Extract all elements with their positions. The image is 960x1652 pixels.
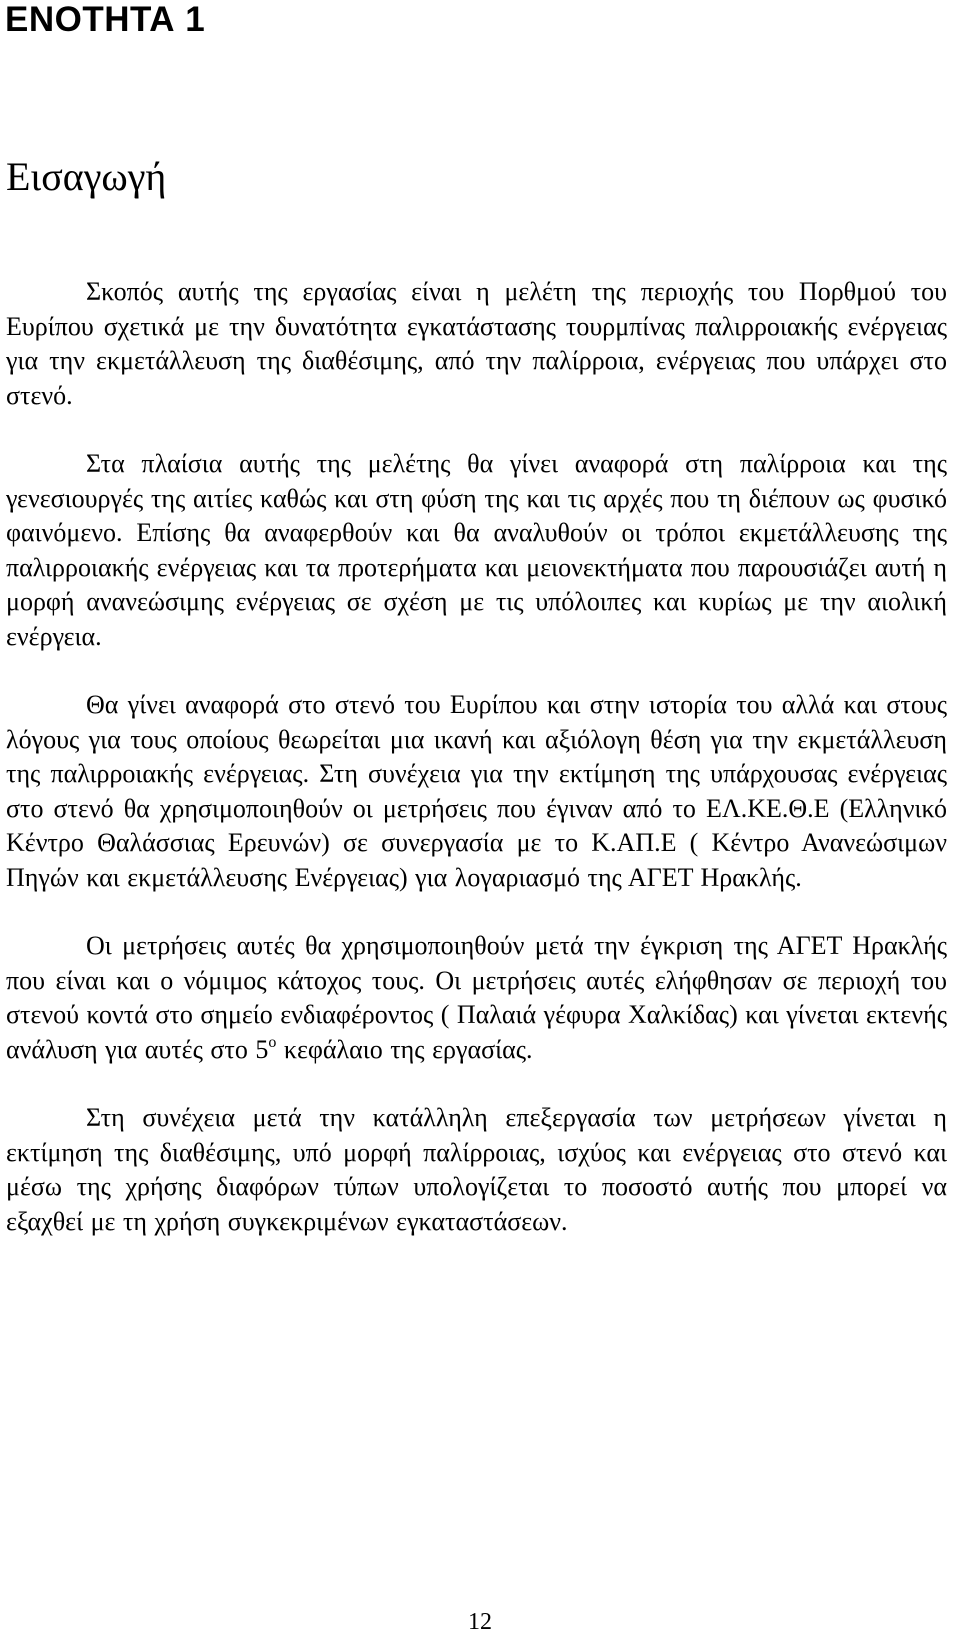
paragraph-scope: Στα πλαίσια αυτής της μελέτης θα γίνει αναφορά στη παλίρροια και της γενεσιουργές της αιτίες καθώς και στη φύση της και τις αρχές που τη διέπουν ως φυσικό φαινόμενο. Επίσης θα αναφερθούν και θα αναλυθούν οι τρόποι εκμετάλλευσης της παλιρροιακής ενέργειας και τα προτερήματα και μειονεκτήματα που παρουσιάζει αυτή η μορφή ανανεώσιμης ενέργειας σε σχέση με τις υπόλοιπες και κυρίως με την αιολική ενέργεια. (6, 449, 947, 651)
paragraph-evripos: Θα γίνει αναφορά στο στενό του Ευρίπου και στην ιστορία του αλλά και στους λόγους για τους οποίους θεωρείται μια ικανή και αξιόλογη θέση για την εκμετάλλευση της παλιρροιακής ενέργειας. Στη συνέχεια για την εκτίμηση της υπάρχουσας ενέργειας στο στενό θα χρησιμοποιηθούν οι μετρήσεις που έγιναν από το ΕΛ.ΚΕ.Θ.Ε (Ελληνικό Κέντρο Θαλάσσιας Ερευνών) σε συνεργασία με το Κ.ΑΠ.Ε ( Κέντρο Ανανεώσιμων Πηγών και εκμετάλλευσης Ενέργειας) για λογαριασμό της ΑΓΕΤ Ηρακλής. (6, 690, 947, 892)
paragraph-purpose: Σκοπός αυτής της εργασίας είναι η μελέτη της περιοχής του Πορθμού του Ευρίπου σχετικά με την δυνατότητα εγκατάστασης τουρμπίνας παλιρροιακής ενέργειας για την εκμετάλλευση της διαθέσιμης, από την παλίρροια, ενέργειας που υπάρχει στο στενό. (6, 277, 947, 410)
document-body (6, 275, 947, 1239)
page-number: 12 (468, 1609, 492, 1635)
paragraph-estimation: Στη συνέχεια μετά την κατάλληλη επεξεργασία των μετρήσεων γίνεται η εκτίμηση της διαθέσιμης, υπό μορφή παλίρροιας, ισχύος και ενέργειας στο στενό και μέσω της χρήσης διαφόρων τύπων υπολογίζεται το ποσοστό αυτής που μπορεί να εξαχθεί με τη χρήση συγκεκριμένων εγκαταστάσεων. (6, 1103, 947, 1236)
paragraph-measurements-text: Οι μετρήσεις αυτές θα χρησιμοποιηθούν μετά την έγκριση της ΑΓΕΤ Ηρακλής που είναι και ο νόμιμος κάτοχος τους. Οι μετρήσεις αυτές ελήφθησαν σε περιοχή του στενού κοντά στο σημείο ενδιαφέροντος ( Παλαιά γέφυρα Χαλκίδας) και γίνεται εκτενής ανάλυση για αυτές στο 5 (6, 931, 947, 1064)
section-heading: Εισαγωγή (6, 154, 167, 199)
paragraph-measurements (6, 929, 947, 1067)
ordinal-superscript: ο (268, 1033, 277, 1051)
paragraph-measurements-tail: κεφάλαιο της εργασίας. (276, 1034, 533, 1064)
chapter-heading: ΕΝΟΤΗΤΑ 1 (5, 0, 206, 39)
